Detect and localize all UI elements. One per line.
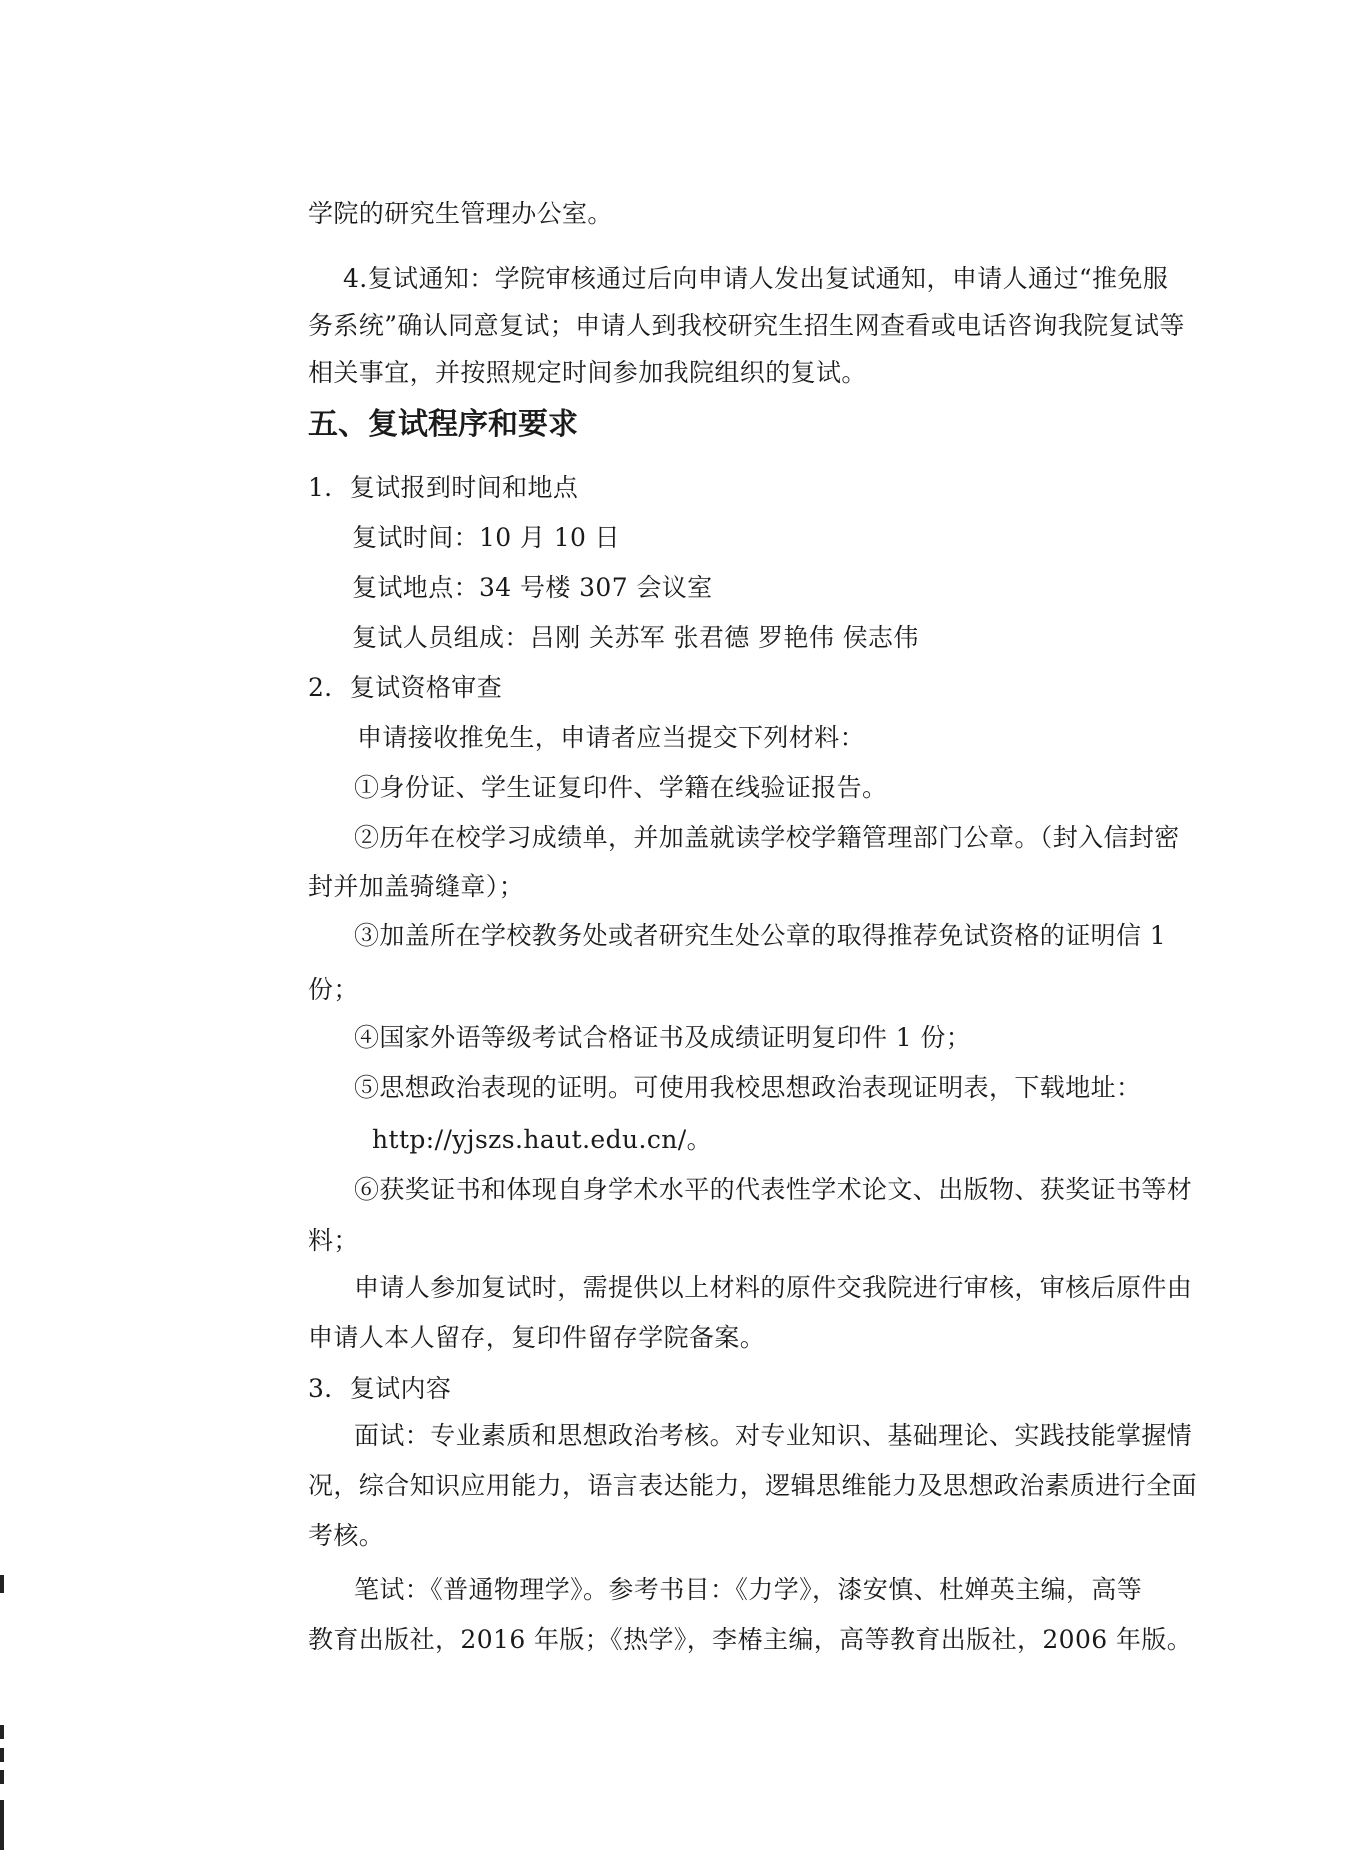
scan-artifact [0,1725,4,1739]
text-line: 况，综合知识应用能力，语言表达能力，逻辑思维能力及思想政治素质进行全面 [308,1471,1198,1500]
text-line: ③加盖所在学校教务处或者研究生处公章的取得推荐免试资格的证明信 1 [354,921,1167,950]
url-line: http://yjszs.haut.edu.cn/。 [372,1125,712,1154]
text-line: 申请人本人留存，复印件留存学院备案。 [308,1323,766,1352]
text-line: 面试：专业素质和思想政治考核。对专业知识、基础理论、实践技能掌握情 [354,1421,1193,1450]
text-line: ⑥获奖证书和体现自身学术水平的代表性学术论文、出版物、获奖证书等材 [354,1175,1193,1204]
text-line: 申请人参加复试时，需提供以上材料的原件交我院进行审核，审核后原件由 [354,1273,1193,1302]
text-line: 3．复试内容 [308,1374,452,1403]
text-line: 份； [308,975,359,1004]
text-line: 封并加盖骑缝章）； [308,872,525,901]
text-line: ④国家外语等级考试合格证书及成绩证明复印件 1 份； [354,1023,972,1052]
text-line: ②历年在校学习成绩单，并加盖就读学校学籍管理部门公章。（封入信封密 [354,823,1180,852]
text-line: 2．复试资格审查 [308,673,503,702]
text-line: 申请接收推免生，申请者应当提交下列材料： [357,723,866,752]
text-line: ⑤思想政治表现的证明。可使用我校思想政治表现证明表，下载地址： [354,1073,1142,1102]
text-line: 考核。 [308,1521,385,1550]
scan-artifact [0,1800,4,1850]
text-line: 料； [308,1226,359,1255]
text-line: 1．复试报到时间和地点 [308,473,579,502]
text-line: 复试时间：10 月 10 日 [352,523,621,552]
text-line: ①身份证、学生证复印件、学籍在线验证报告。 [354,773,888,802]
text-line: 笔试：《普通物理学》。参考书目：《力学》，漆安慎、杜婵英主编，高等 [354,1575,1143,1604]
scan-artifact [0,1575,4,1593]
scan-artifact [0,1770,4,1784]
text-line: 学院的研究生管理办公室。 [308,199,613,228]
text-line: 教育出版社，2016 年版；《热学》，李椿主编，高等教育出版社，2006 年版。 [308,1625,1193,1654]
text-line: 相关事宜，并按照规定时间参加我院组织的复试。 [308,358,867,387]
text-line: 复试地点：34 号楼 307 会议室 [352,573,713,602]
text-line: 务系统”确认同意复试；申请人到我校研究生招生网查看或电话咨询我院复试等 [308,311,1185,340]
section-heading: 五、复试程序和要求 [308,407,578,442]
scan-artifact [0,1748,4,1762]
text-line: 复试人员组成：吕刚 关苏军 张君德 罗艳伟 侯志伟 [352,623,919,652]
text-line: 4.复试通知：学院审核通过后向申请人发出复试通知，申请人通过“推免服 [343,264,1169,293]
